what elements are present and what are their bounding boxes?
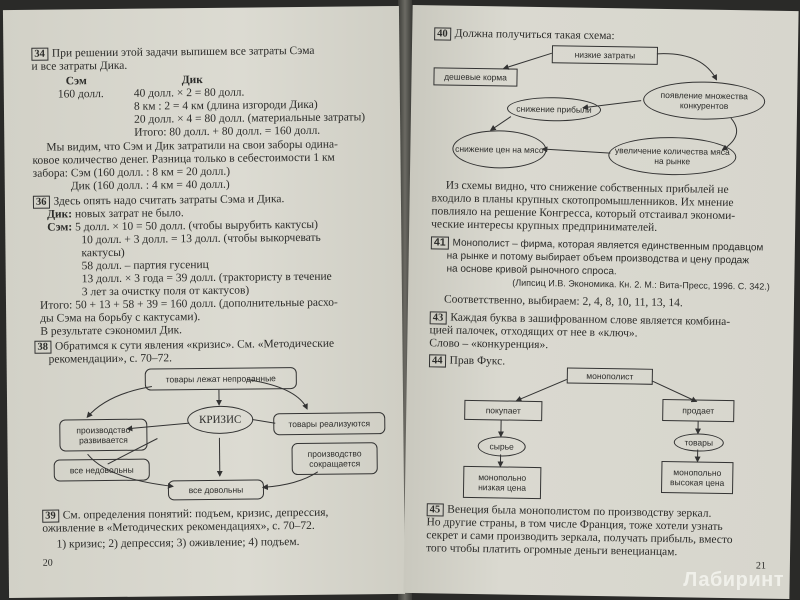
q36-total2: ды Сэма на борьбу с кактусами). xyxy=(40,311,201,325)
q38-line2: рекомендации», с. 70–72. xyxy=(48,352,172,366)
q38-line1: 38 Обратимся к сути явления «кризис». См. «Методические xyxy=(34,338,334,354)
q36-dik: Дик: новых затрат не было. xyxy=(47,207,184,221)
crisis-right1-node: товары реализуются xyxy=(273,412,385,435)
mono-high-price-node: монопольно высокая цена xyxy=(661,461,733,494)
q43-line3: Слово – «конкуренция». xyxy=(429,337,549,352)
q36-sam1: Сэм: 5 долл. × 10 = 50 долл. (чтобы вырубить кактусы) xyxy=(47,218,319,234)
q36-total3: В результате сэкономил Дик. xyxy=(40,324,183,338)
col-dik: Дик xyxy=(181,74,203,87)
dik-line2: 8 км : 2 = 4 км (длина изгороди Дика) xyxy=(133,98,318,113)
q36-sam6: 3 лет за очистку поля от кактусов) xyxy=(81,284,250,299)
node-meat-price-drop: снижение цен на мясо xyxy=(452,130,547,169)
q43-line2: цией палочек, отходящих от нее в «ключ». xyxy=(429,324,638,340)
node-low-costs: низкие затраты xyxy=(552,45,658,65)
right-page xyxy=(403,5,798,599)
q45-line2: Но другие страны, в том числе Франция, тоже хотели узнать xyxy=(426,516,723,533)
crisis-top-node: товары лежат непроданные xyxy=(145,367,297,391)
p40-line4: ческие интересы крупных предпринимателей. xyxy=(431,218,658,234)
q41-line3: на основе кривой рыночного спроса. xyxy=(446,263,617,278)
q34-line1: 34 При решении этой задачи выпишем все затраты Сэма xyxy=(31,45,314,61)
q41-line2: на рынке и потому выбирает объем производства и цену продаж xyxy=(446,250,750,267)
left-page xyxy=(3,6,405,598)
node-cheap-feed: дешевые корма xyxy=(433,67,517,86)
q44-number: 44 xyxy=(429,354,446,367)
q39-line2: оживление в «Методических рекомендациях», с. 70–72. xyxy=(42,519,315,535)
q36-sam5: 13 долл. × 3 года = 39 долл. (трактористу в течение xyxy=(81,270,332,286)
q40-number: 40 xyxy=(434,27,451,40)
node-profit-drop: снижение прибыли xyxy=(507,97,601,122)
node-meat-supply: увеличение количества мяса на рынке xyxy=(608,136,737,176)
mono-top-node: монополист xyxy=(567,367,653,384)
mono-sells-node: продает xyxy=(662,399,734,422)
dik-line4: Итого: 80 долл. + 80 долл. = 160 долл. xyxy=(134,124,321,139)
q38-number: 38 xyxy=(34,341,51,354)
q34-para4: Дик (160 долл. : 4 км = 40 долл.) xyxy=(70,178,230,193)
q40-line1: 40 Должна получиться такая схема: xyxy=(434,27,615,43)
q45-line4: того чтобы платить огромные деньги венецианцам. xyxy=(426,542,678,559)
crisis-left1-node: производство развивается xyxy=(59,419,147,452)
sam-value: 160 долл. xyxy=(57,88,104,101)
q34-number: 34 xyxy=(31,48,48,61)
mono-raw-node: сырье xyxy=(478,436,526,457)
q34-para3: забора: Сэм (160 долл. : 8 км = 20 долл.) xyxy=(32,165,231,180)
q34-para1: Мы видим, что Сэм и Дик затратили на свои заборы одина- xyxy=(46,138,338,154)
q39-line3: 1) кризис; 2) депрессия; 3) оживление; 4) подъем. xyxy=(56,536,300,551)
dik-line3: 20 долл. × 4 = 80 долл. (материальные затраты) xyxy=(134,111,366,126)
q36-number: 36 xyxy=(33,196,50,209)
q44-line1: 44 Прав Фукс. xyxy=(429,354,505,368)
q36-sam4: 58 долл. – партия гусениц xyxy=(81,258,209,273)
q41-number: 41 xyxy=(431,236,449,249)
mono-low-price-node: монопольно низкая цена xyxy=(463,466,541,499)
crisis-bottom-node: все довольны xyxy=(168,479,264,500)
p40-line2: входило в планы крупных скотопромышленников. Их мнение xyxy=(431,192,734,210)
q45-line3: секрет и сами производить зеркала, получать прибыль, вместо xyxy=(426,529,733,547)
crisis-left2-node: все недовольны xyxy=(54,459,150,482)
p40-line1: Из схемы видно, что снижение собственных прибылей не xyxy=(445,179,729,196)
q43-number: 43 xyxy=(430,311,447,324)
mono-buys-node: покупает xyxy=(464,400,542,421)
p40-line3: повлияло на решение Конгресса, который отстаивал экономи- xyxy=(431,205,736,223)
q34-line2: и все затраты Дика. xyxy=(31,59,128,73)
q39-line1: 39 См. определения понятий: подъем, кризис, депрессия, xyxy=(42,507,328,523)
page-number-left: 20 xyxy=(42,557,53,569)
q36-sam3: кактусы) xyxy=(81,246,125,260)
q36-sam2: 10 долл. + 3 долл. = 13 долл. (чтобы выкорчевать xyxy=(81,231,321,247)
q41-answer: Соответственно, выбираем: 2, 4, 8, 10, 11, 13, 14. xyxy=(443,293,683,310)
dik-line1: 40 долл. × 2 = 80 долл. xyxy=(133,86,245,100)
q45-number: 45 xyxy=(427,503,444,516)
q36-total1: Итого: 50 + 13 + 58 + 39 = 160 долл. (дополнительные расхо- xyxy=(39,296,338,312)
q41-citation: (Липсиц И.В. Экономика. Кн. 2. М.: Вита-Пресс, 1996. С. 342.) xyxy=(512,277,770,292)
q43-line1: 43 Каждая буква в зашифрованном слове является комбина- xyxy=(430,311,731,329)
q36-line1: 36 Здесь опять надо считать затраты Сэма и Дика. xyxy=(33,193,285,209)
watermark-logo: Лабиринт xyxy=(683,569,784,591)
q45-line1: 45 Венеция была монополистом по производству зеркал. xyxy=(427,503,712,520)
node-more-competitors: появление множества конкурентов xyxy=(643,81,766,121)
mono-goods-node: товары xyxy=(674,433,724,452)
q34-para2: ковое количество денег. Разница только в себестоимости 1 км xyxy=(32,151,335,167)
q39-number: 39 xyxy=(42,510,59,523)
crisis-right2-node: производство сокращается xyxy=(291,442,377,475)
col-sam: Сэм xyxy=(65,75,87,88)
crisis-center-node: КРИЗИС xyxy=(187,405,253,434)
page-number-right: 21 xyxy=(755,560,766,572)
q41-line1: 41 Монополист – фирма, которая является единственным продавцом xyxy=(431,236,764,254)
